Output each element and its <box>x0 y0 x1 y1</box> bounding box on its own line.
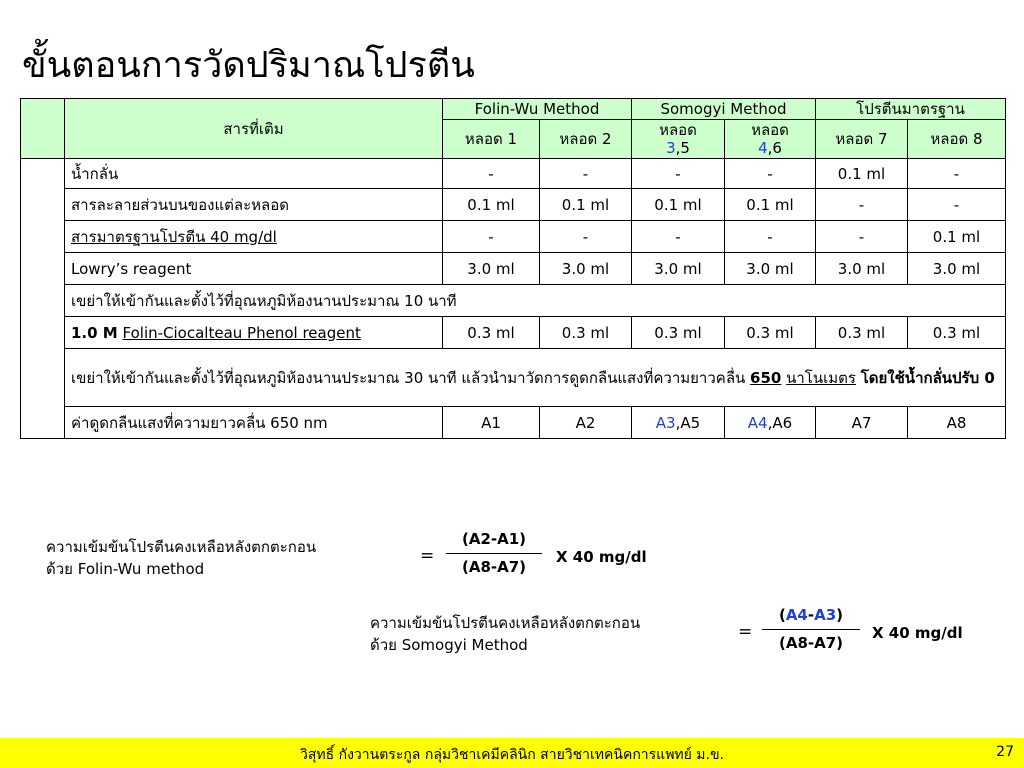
tube-label: หลอด 7 <box>835 130 888 148</box>
value-cell: 0.1 ml <box>816 159 908 189</box>
text-run: A8 <box>946 413 967 432</box>
value-cell: 0.3 ml <box>540 317 632 349</box>
text-run: ,A5 <box>675 413 701 432</box>
value-cell <box>908 407 1006 439</box>
folin-wu-denominator: (A8-A7) <box>461 558 527 576</box>
value-cell: 3.0 ml <box>725 253 816 285</box>
text-run: - <box>807 606 815 624</box>
folin-wu-multiplier: X 40 mg/dl <box>556 548 647 566</box>
tube-header <box>632 120 725 159</box>
value-cell: 0.1 ml <box>443 189 540 221</box>
row-group-cell <box>21 159 65 439</box>
row-label: สารละลายส่วนบนของแต่ละหลอด <box>65 189 443 221</box>
tube-label: หลอด <box>659 121 697 139</box>
tube-label: หลอด <box>751 121 789 139</box>
value-cell: 0.3 ml <box>908 317 1006 349</box>
text-run: ,A6 <box>767 413 793 432</box>
text-run: ) <box>836 606 844 624</box>
value-cell: - <box>540 159 632 189</box>
somogyi-numerator <box>762 606 860 624</box>
text-run: 650 <box>750 368 782 387</box>
tube-header <box>725 120 816 159</box>
text-run: A1 <box>481 413 501 432</box>
text-run: ( <box>778 606 786 624</box>
tube-number-highlight: 3 <box>666 139 676 157</box>
tube-label: หลอด 8 <box>930 130 983 148</box>
value-cell: - <box>443 159 540 189</box>
value-cell: 0.1 ml <box>632 189 725 221</box>
tube-header <box>540 120 632 159</box>
value-cell: - <box>725 221 816 253</box>
somogyi-denominator: (A8-A7) <box>778 634 844 652</box>
table-row <box>21 407 1006 439</box>
table-row <box>21 159 1006 189</box>
value-cell: - <box>908 159 1006 189</box>
value-cell <box>443 407 540 439</box>
footer-credit: วิสุทธิ์ กังวานตระกูล กลุ่มวิชาเคมีคลินิก สายวิชาเทคนิคการแพทย์ ม.ข. <box>299 747 725 763</box>
value-cell: - <box>725 159 816 189</box>
row-label <box>65 317 443 349</box>
page-title: ขั้นตอนการวัดปริมาณโปรตีน <box>22 45 475 86</box>
text-run: นาโนเมตร <box>786 368 856 387</box>
table-row <box>21 221 1006 253</box>
tube-label: หลอด 1 <box>464 130 518 148</box>
instruction-cell <box>65 349 1006 407</box>
somogyi-formula-label <box>370 612 640 656</box>
value-cell: 0.1 ml <box>540 189 632 221</box>
somogyi-label-line2: ด้วย Somogyi Method <box>370 636 528 654</box>
header-substance: สารที่เติม <box>65 99 443 159</box>
value-cell: - <box>632 221 725 253</box>
page-number: 27 <box>996 744 1014 760</box>
text-run: A2 <box>575 413 596 432</box>
value-cell: 0.3 ml <box>816 317 908 349</box>
row-label: Lowry’s reagent <box>65 253 443 285</box>
table-row <box>21 189 1006 221</box>
instruction-cell: เขย่าให้เข้ากันและตั้งไว้ที่อุณหภูมิห้องนานประมาณ 10 นาที <box>65 285 1006 317</box>
value-cell: 0.3 ml <box>725 317 816 349</box>
row-label: สารมาตรฐานโปรตีน 40 mg/dl <box>65 221 443 253</box>
value-cell <box>540 407 632 439</box>
text-run: A3 <box>814 606 837 624</box>
footer-bar <box>0 738 1024 768</box>
tube-header <box>908 120 1006 159</box>
method-header: โปรตีนมาตรฐาน <box>816 99 1006 120</box>
tube-number-suffix: ,6 <box>767 139 782 157</box>
table-row <box>21 285 1006 317</box>
value-cell: - <box>632 159 725 189</box>
value-cell: - <box>816 189 908 221</box>
value-cell: - <box>443 221 540 253</box>
folin-wu-fraction <box>446 530 542 576</box>
equals-sign: = <box>738 622 753 642</box>
row-label: ค่าดูดกลืนแสงที่ความยาวคลื่น 650 nm <box>65 407 443 439</box>
text-run: A4 <box>747 413 768 432</box>
text-run: 1.0 M <box>71 323 118 342</box>
table-row <box>21 253 1006 285</box>
folin-wu-label-line2: ด้วย Folin-Wu method <box>46 560 205 578</box>
value-cell: 0.1 ml <box>908 221 1006 253</box>
method-header: Folin-Wu Method <box>443 99 632 120</box>
folin-wu-formula-label <box>46 536 316 580</box>
text-run: A4 <box>785 606 808 624</box>
fraction-bar <box>762 629 860 630</box>
table-row <box>21 317 1006 349</box>
value-cell <box>632 407 725 439</box>
tube-number-suffix: ,5 <box>675 139 690 157</box>
value-cell: - <box>908 189 1006 221</box>
text-run: โดยใช้น้ำกลั่นปรับ 0 <box>860 368 995 387</box>
value-cell: 3.0 ml <box>816 253 908 285</box>
value-cell: - <box>540 221 632 253</box>
corner-cell <box>21 99 65 159</box>
value-cell: 0.1 ml <box>725 189 816 221</box>
somogyi-fraction <box>762 606 860 652</box>
text-run: A7 <box>851 413 872 432</box>
value-cell: 0.3 ml <box>632 317 725 349</box>
value-cell <box>816 407 908 439</box>
row-label: น้ำกลั่น <box>65 159 443 189</box>
tube-label: หลอด 2 <box>559 130 612 148</box>
tube-header <box>816 120 908 159</box>
protein-procedure-table <box>20 98 1006 439</box>
value-cell: 3.0 ml <box>443 253 540 285</box>
value-cell: 3.0 ml <box>908 253 1006 285</box>
method-header: Somogyi Method <box>632 99 816 120</box>
folin-wu-numerator: (A2-A1) <box>461 530 527 548</box>
value-cell: 3.0 ml <box>632 253 725 285</box>
somogyi-label-line1: ความเข้มข้นโปรตีนคงเหลือหลังตกตะกอน <box>370 614 641 632</box>
table-row <box>21 349 1006 407</box>
text-run: A3 <box>655 413 676 432</box>
value-cell: 0.3 ml <box>443 317 540 349</box>
fraction-bar <box>446 553 542 554</box>
text-run: Folin-Ciocalteau Phenol reagent <box>122 323 361 342</box>
text-run: เขย่าให้เข้ากันและตั้งไว้ที่อุณหภูมิห้องนานประมาณ 30 นาที แล้วนำมาวัดการดูดกลืนแสงที่ความยาวคลื่น <box>71 368 751 387</box>
value-cell: 3.0 ml <box>540 253 632 285</box>
value-cell: - <box>816 221 908 253</box>
somogyi-multiplier: X 40 mg/dl <box>872 624 963 642</box>
tube-number-highlight: 4 <box>758 139 768 157</box>
equals-sign: = <box>420 546 435 566</box>
folin-wu-label-line1: ความเข้มข้นโปรตีนคงเหลือหลังตกตะกอน <box>46 538 317 556</box>
tube-header <box>443 120 540 159</box>
value-cell <box>725 407 816 439</box>
